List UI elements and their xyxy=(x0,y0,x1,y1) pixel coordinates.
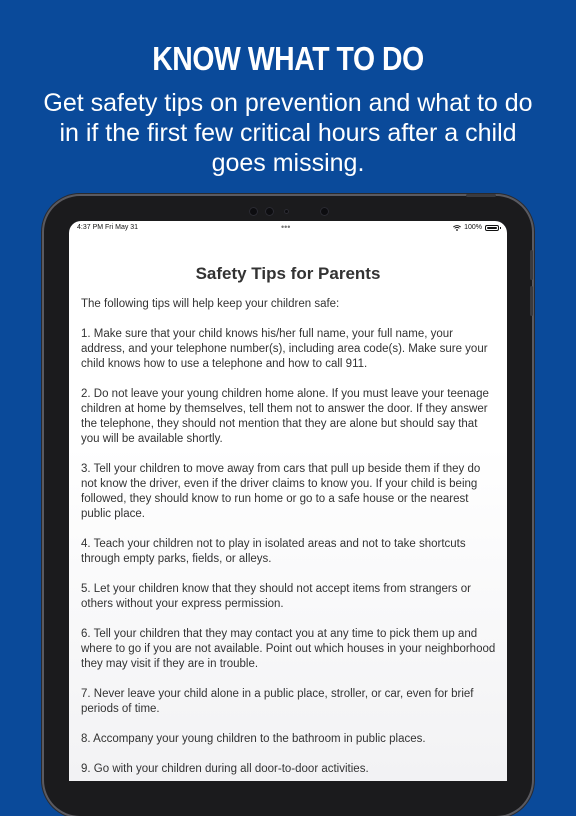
tip-item: 2. Do not leave your young children home alone. If you must leave your teenage children at home by themselves, tell them not to answer the door. If they answer the telephone, they should not mention that they are alone but should say that you will be available shortly. xyxy=(81,388,489,445)
wifi-icon xyxy=(453,225,461,231)
multitasking-dots-icon[interactable]: ••• xyxy=(281,222,291,232)
intro-paragraph: The following tips will help keep your children safe: xyxy=(81,298,340,310)
device-volume-down-button xyxy=(530,286,533,316)
device-top-button xyxy=(466,194,496,197)
battery-icon xyxy=(485,225,499,231)
camera-sensor-icon xyxy=(320,207,329,216)
tip-item: 4. Teach your children not to play in isolated areas and not to take shortcuts through empty parks, fields, or alleys. xyxy=(81,538,466,565)
safety-tips-content xyxy=(81,297,499,781)
status-indicators xyxy=(453,224,499,231)
camera-lens-icon xyxy=(284,209,289,214)
tip-item: 6. Tell your children that they may contact you at any time to pick them up and where to go if you are not available. Point out which houses in your neighborhood they may visit if they are in trouble. xyxy=(81,628,496,670)
tip-item: 9. Go with your children during all door-to-door activities. xyxy=(81,763,369,775)
tip-item: 3. Tell your children to move away from cars that pull up beside them if they do not know the driver, even if the driver claims to know you. If your child is being followed, they should know to run home or go to a safe house or the nearest public place. xyxy=(81,463,481,520)
subheadline: Get safety tips on prevention and what to do in if the first few critical hours after a child goes missing. xyxy=(43,89,533,177)
page-title: Safety Tips for Parents xyxy=(195,264,381,283)
camera-sensor-icon xyxy=(249,207,258,216)
device-volume-up-button xyxy=(530,250,533,280)
tip-item: 7. Never leave your child alone in a public place, stroller, or car, even for brief periods of time. xyxy=(81,688,474,715)
tip-item: 5. Let your children know that they should not accept items from strangers or others without your express permission. xyxy=(81,583,471,610)
device-screen xyxy=(69,221,507,781)
headline: KNOW WHAT TO DO xyxy=(152,40,424,77)
status-time: 4:37 PM Fri May 31 xyxy=(77,224,139,231)
status-bar xyxy=(69,221,507,235)
camera-sensor-icon xyxy=(265,207,274,216)
tip-item: 8. Accompany your young children to the bathroom in public places. xyxy=(81,733,426,745)
battery-percentage: 100% xyxy=(464,224,482,231)
tip-item: 1. Make sure that your child knows his/her full name, your full name, your address, and your telephone number(s), including area code(s). Make sure your child knows how to use a telephone and how to call 911. xyxy=(81,328,488,370)
